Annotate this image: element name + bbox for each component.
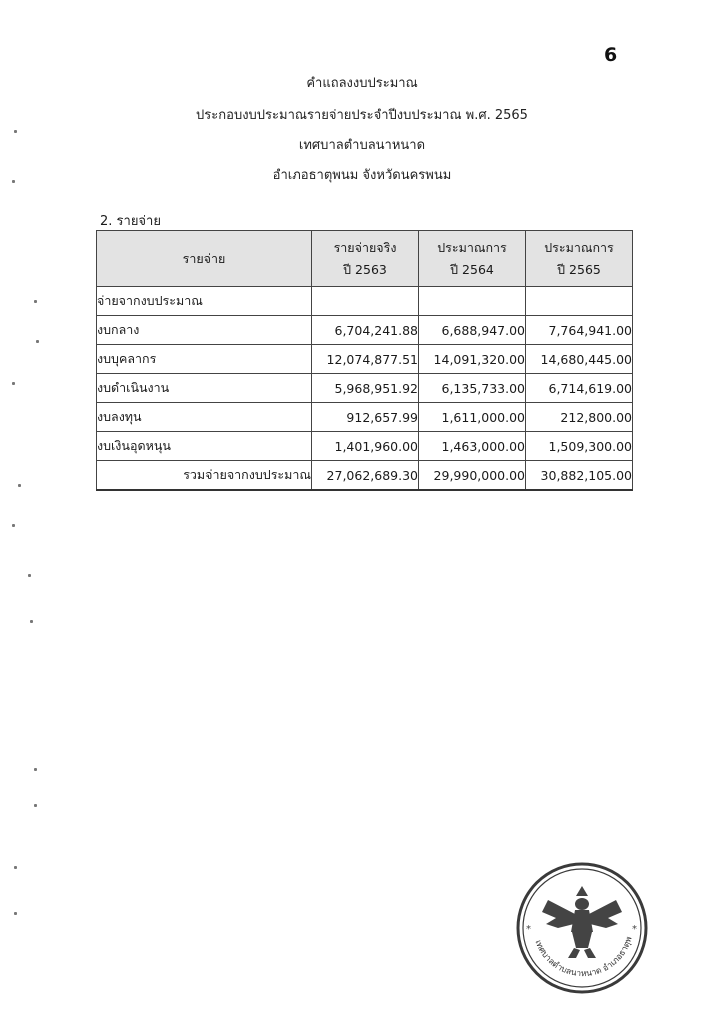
cell-2565: 14,680,445.00 [526, 345, 633, 374]
cell-2565: 7,764,941.00 [526, 316, 633, 345]
row-label: งบลงทุน [97, 403, 312, 432]
scan-speck [18, 484, 21, 487]
scan-speck [14, 130, 17, 133]
svg-text:เทศบาลตำบลนาหนาด อำเภอธาตุพนม: เทศบาลตำบลนาหนาด อำเภอธาตุพ [532, 935, 635, 980]
table-header-row [97, 231, 633, 287]
svg-text:*: * [526, 924, 531, 935]
col-header-2564-line2: ปี 2564 [450, 261, 494, 277]
doc-subtitle: ประกอบงบประมาณรายจ่ายประจำปีงบประมาณ พ.ศ. 2565 [196, 108, 528, 123]
table-row [97, 432, 633, 461]
doc-title: คำแถลงงบประมาณ [306, 76, 418, 91]
total-label: รวมจ่ายจากงบประมาณ [97, 461, 312, 491]
cell-2563: 12,074,877.51 [312, 345, 419, 374]
total-2564: 29,990,000.00 [419, 461, 526, 491]
scan-speck [14, 912, 17, 915]
col-header-expense: รายจ่าย [97, 231, 312, 287]
cell-2563: 5,968,951.92 [312, 374, 419, 403]
col-header-2563 [312, 231, 419, 287]
group-label: จ่ายจากงบประมาณ [97, 287, 312, 316]
scan-speck [36, 340, 39, 343]
section-title: 2. รายจ่าย [100, 214, 161, 229]
total-2563: 27,062,689.30 [312, 461, 419, 491]
cell-2565: 212,800.00 [526, 403, 633, 432]
svg-text:*: * [632, 924, 637, 935]
group-row [97, 287, 633, 316]
table-row [97, 345, 633, 374]
municipality-name: เทศบาลตำบลนาหนาด [298, 138, 426, 153]
cell-2565: 1,509,300.00 [526, 432, 633, 461]
scan-speck [34, 300, 37, 303]
cell-2564: 6,688,947.00 [419, 316, 526, 345]
page-number: 6 [604, 44, 618, 66]
row-label: งบเงินอุดหนุน [97, 432, 312, 461]
scan-speck [30, 620, 33, 623]
cell-2563: 6,704,241.88 [312, 316, 419, 345]
col-header-2564 [419, 231, 526, 287]
cell-2563: 1,401,960.00 [312, 432, 419, 461]
row-label: งบกลาง [97, 316, 312, 345]
col-header-2563-line2: ปี 2563 [343, 261, 387, 277]
col-header-2564-line1: ประมาณการ [437, 239, 507, 255]
empty-cell [526, 287, 633, 316]
scan-speck [12, 180, 15, 183]
total-row [97, 461, 633, 491]
cell-2564: 1,463,000.00 [419, 432, 526, 461]
scan-speck [12, 524, 15, 527]
table-row [97, 403, 633, 432]
total-2565: 30,882,105.00 [526, 461, 633, 491]
scan-speck [34, 768, 37, 771]
cell-2564: 1,611,000.00 [419, 403, 526, 432]
scan-speck [14, 866, 17, 869]
cell-2564: 6,135,733.00 [419, 374, 526, 403]
col-header-2563-line1: รายจ่ายจริง [333, 239, 397, 255]
table-row [97, 316, 633, 345]
col-header-2565-line1: ประมาณการ [544, 239, 614, 255]
row-label: งบดำเนินงาน [97, 374, 312, 403]
table-row [97, 374, 633, 403]
scan-speck [34, 804, 37, 807]
budget-table [96, 230, 633, 491]
garuda-seal-icon [512, 858, 652, 998]
empty-cell [419, 287, 526, 316]
row-label: งบบุคลากร [97, 345, 312, 374]
cell-2564: 14,091,320.00 [419, 345, 526, 374]
district-province: อำเภอธาตุพนม จังหวัดนครพนม [272, 168, 452, 183]
cell-2563: 912,657.99 [312, 403, 419, 432]
empty-cell [312, 287, 419, 316]
scan-speck [12, 382, 15, 385]
cell-2565: 6,714,619.00 [526, 374, 633, 403]
col-header-2565-line2: ปี 2565 [557, 261, 601, 277]
col-header-2565 [526, 231, 633, 287]
scan-speck [28, 574, 31, 577]
